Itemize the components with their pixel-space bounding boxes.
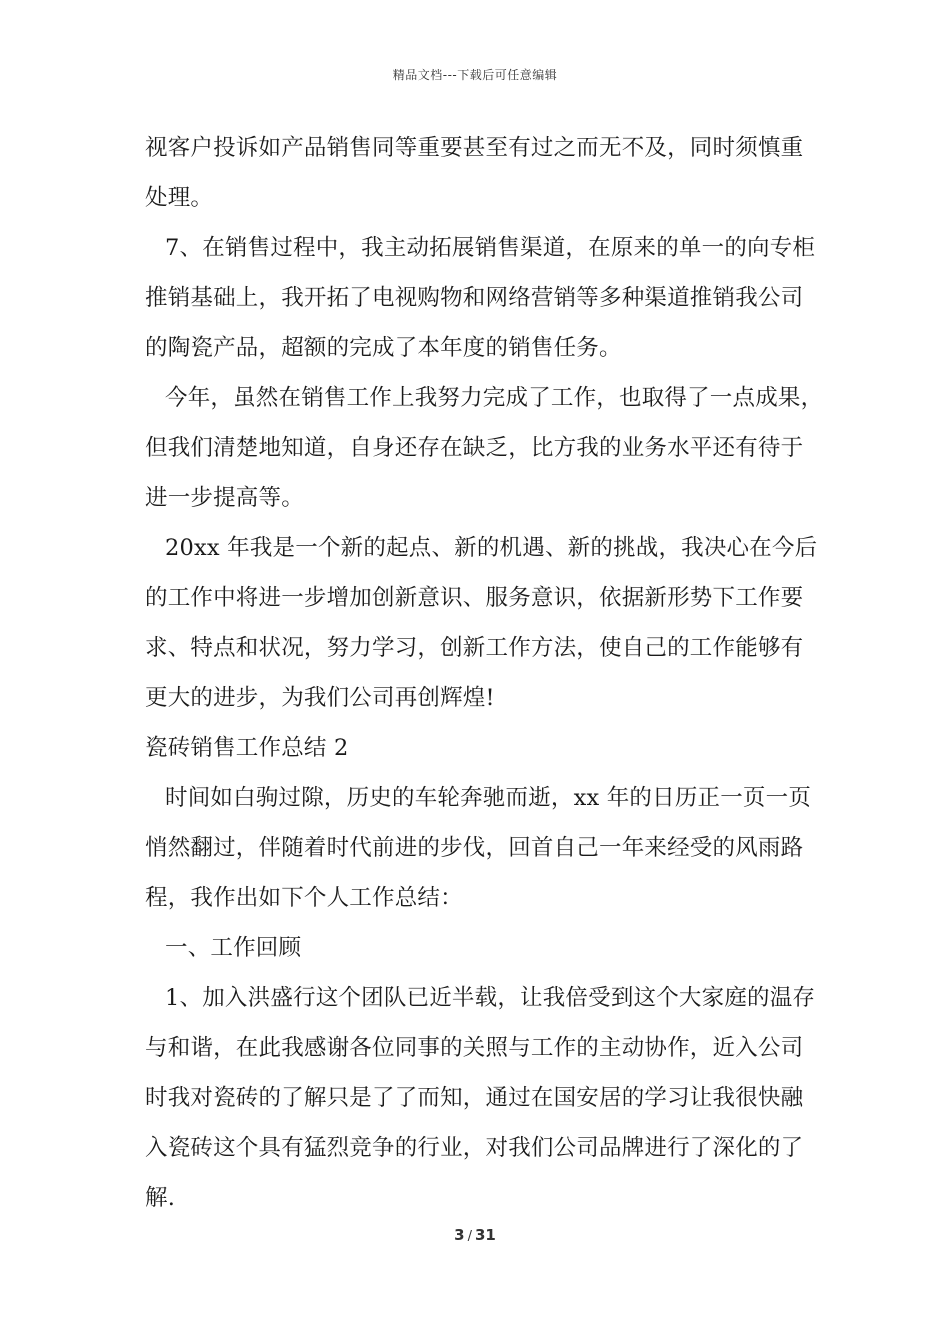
text-line: 解. <box>145 1185 176 1211</box>
text-line: 瓷砖销售工作总结 2 <box>145 735 349 761</box>
text-line: 20xx 年我是一个新的起点、新的机遇、新的挑战，我决心在今后 <box>165 535 818 561</box>
text-line: 时我对瓷砖的了解只是了了而知，通过在国安居的学习让我很快融 <box>145 1085 804 1111</box>
text-line: 时间如白驹过隙，历史的车轮奔驰而逝，xx 年的日历正一页一页 <box>165 785 812 811</box>
current-page: 3 <box>454 1226 465 1244</box>
document-body <box>145 123 824 1223</box>
text-line: 一、工作回顾 <box>165 935 302 961</box>
text-line: 的工作中将进一步增加创新意识、服务意识，依据新形势下工作要 <box>145 585 804 611</box>
text-line: 更大的进步，为我们公司再创辉煌! <box>145 685 495 711</box>
total-pages: 31 <box>474 1226 496 1244</box>
text-line: 推销基础上，我开拓了电视购物和网络营销等多种渠道推销我公司 <box>145 285 804 311</box>
text-line: 处理。 <box>145 185 214 211</box>
text-line: 的陶瓷产品，超额的完成了本年度的销售任务。 <box>145 335 622 361</box>
text-line: 7、在销售过程中，我主动拓展销售渠道，在原来的单一的向专柜 <box>165 235 816 261</box>
text-line: 进一步提高等。 <box>145 485 304 511</box>
text-line: 与和谐，在此我感谢各位同事的关照与工作的主动协作，近入公司 <box>145 1035 804 1061</box>
text-line: 1、加入洪盛行这个团队已近半载，让我倍受到这个大家庭的温存 <box>165 985 816 1011</box>
text-line: 视客户投诉如产品销售同等重要甚至有过之而无不及，同时须慎重 <box>145 135 804 161</box>
page-separator: / <box>467 1229 472 1244</box>
text-line: 今年，虽然在销售工作上我努力完成了工作，也取得了一点成果， <box>165 385 824 411</box>
text-line: 入瓷砖这个具有猛烈竞争的行业，对我们公司品牌进行了深化的了 <box>145 1135 804 1161</box>
page-number <box>0 1226 950 1244</box>
page-header: 精品文档---下载后可任意编辑 <box>392 68 558 82</box>
text-line: 但我们清楚地知道，自身还存在缺乏，比方我的业务水平还有待于 <box>145 435 804 461</box>
text-line: 程，我作出如下个人工作总结： <box>145 885 463 911</box>
text-line: 悄然翻过，伴随着时代前进的步伐，回首自己一年来经受的风雨路 <box>145 835 804 861</box>
text-line: 求、特点和状况，努力学习，创新工作方法，使自己的工作能够有 <box>145 635 804 661</box>
